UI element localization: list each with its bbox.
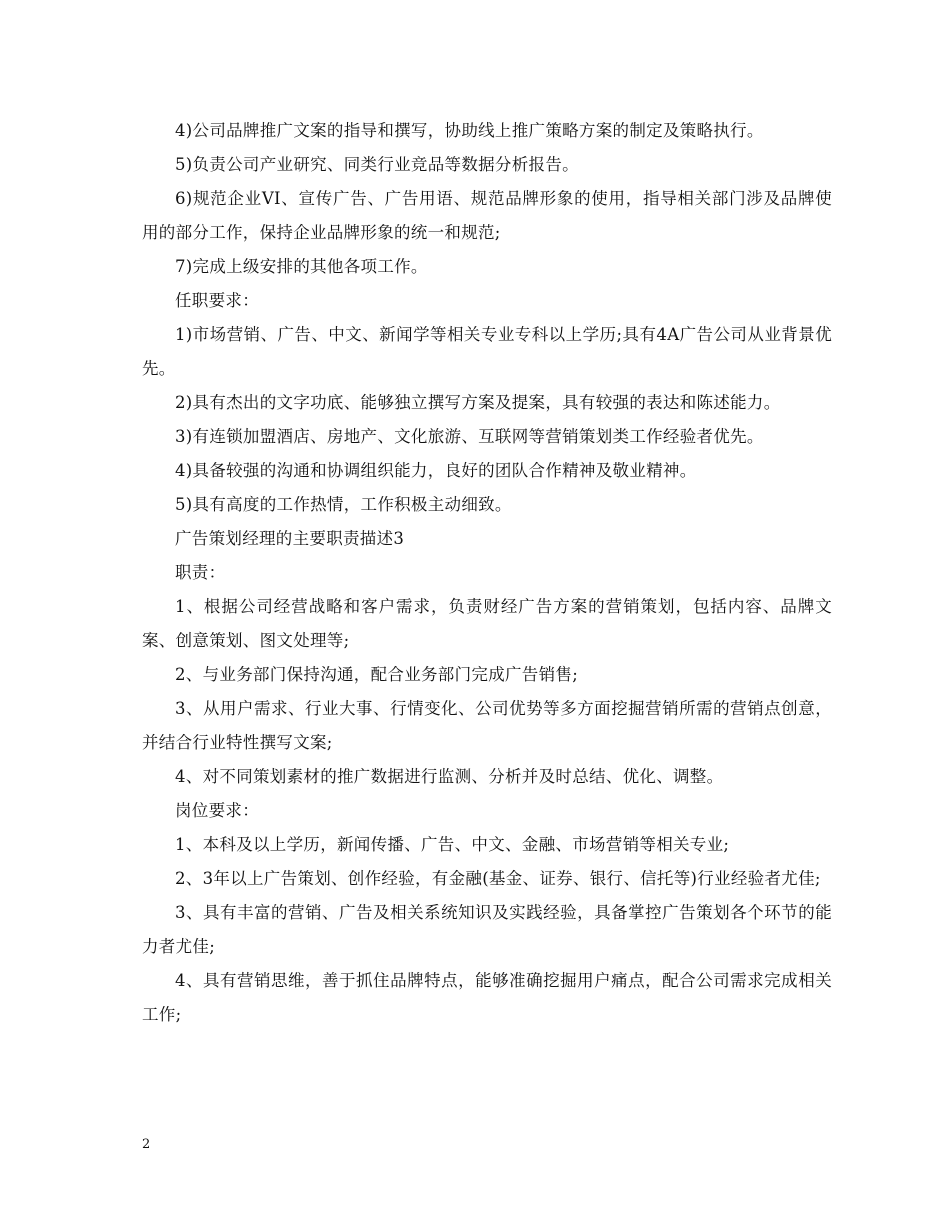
paragraph: 2、与业务部门保持沟通，配合业务部门完成广告销售; (175, 665, 579, 684)
paragraph: 1)市场营销、广告、中文、新闻学等相关专业专科以上学历;具有4A广告公司从业背景优先。 (142, 325, 832, 378)
paragraph: 3、从用户需求、行业大事、行情变化、公司优势等多方面挖掘营销所需的营销点创意，并结合行业特性撰写文案; (142, 699, 832, 752)
section-heading: 岗位要求： (175, 801, 259, 820)
paragraph: 6)规范企业VI、宣传广告、广告用语、规范品牌形象的使用，指导相关部门涉及品牌使用的部分工作，保持企业品牌形象的统一和规范; (142, 189, 832, 242)
section-heading: 职责： (175, 563, 226, 582)
paragraph: 2、3年以上广告策划、创作经验，有金融(基金、证券、银行、信托等)行业经验者尤佳; (175, 869, 821, 888)
section-heading: 任职要求： (175, 291, 259, 310)
paragraph: 4、对不同策划素材的推广数据进行监测、分析并及时总结、优化、调整。 (175, 767, 724, 786)
paragraph: 2)具有杰出的文字功底、能够独立撰写方案及提案，具有较强的表达和陈述能力。 (175, 393, 781, 412)
paragraph: 5)具有高度的工作热情，工作积极主动细致。 (175, 495, 512, 514)
document-body (142, 114, 832, 1032)
paragraph: 1、本科及以上学历，新闻传播、广告、中文、金融、市场营销等相关专业; (175, 835, 730, 854)
paragraph: 7)完成上级安排的其他各项工作。 (175, 257, 428, 276)
paragraph: 3、具有丰富的营销、广告及相关系统知识及实践经验，具备掌控广告策划各个环节的能力者尤佳; (142, 903, 832, 956)
paragraph: 4)公司品牌推广文案的指导和撰写，协助线上推广策略方案的制定及策略执行。 (175, 121, 764, 140)
paragraph: 1、根据公司经营战略和客户需求，负责财经广告方案的营销策划，包括内容、品牌文案、创意策划、图文处理等; (142, 597, 832, 650)
paragraph: 5)负责公司产业研究、同类行业竞品等数据分析报告。 (175, 155, 579, 174)
page-number: 2 (142, 1137, 151, 1152)
paragraph: 3)有连锁加盟酒店、房地产、文化旅游、互联网等营销策划类工作经验者优先。 (175, 427, 764, 446)
section-title: 广告策划经理的主要职责描述3 (175, 529, 405, 548)
paragraph: 4、具有营销思维，善于抓住品牌特点，能够准确挖掘用户痛点，配合公司需求完成相关工作; (142, 971, 832, 1024)
paragraph: 4)具备较强的沟通和协调组织能力，良好的团队合作精神及敬业精神。 (175, 461, 697, 480)
